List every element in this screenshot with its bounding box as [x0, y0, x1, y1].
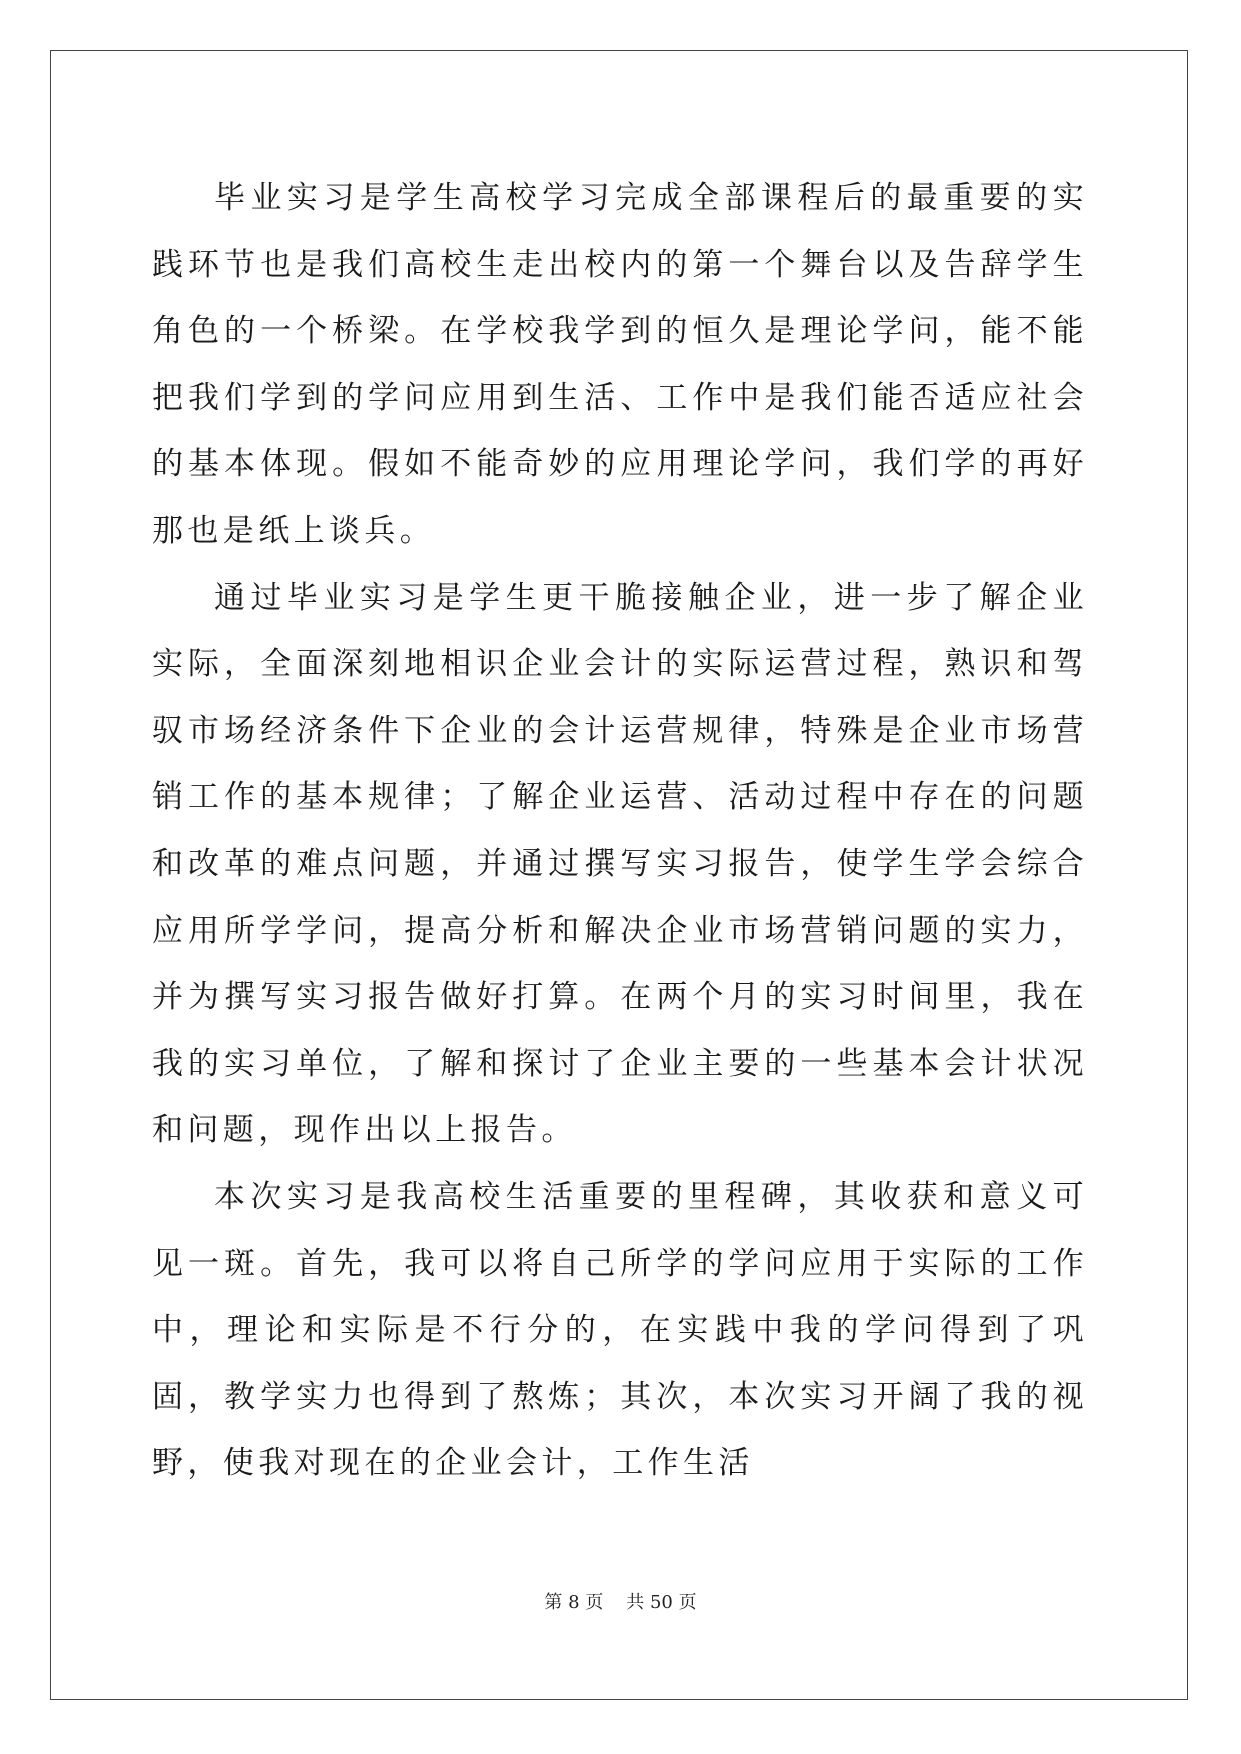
paragraph: 毕业实习是学生高校学习完成全部课程后的最重要的实践环节也是我们高校生走出校内的第一个舞台以及告辞学生角色的一个桥梁。在学校我学到的恒久是理论学问，能不能把我们学到的学问应用到生活、工作中是我们能否适应社会的基本体现。假如不能奇妙的应用理论学问，我们学的再好那也是纸上谈兵。 [152, 180, 1088, 549]
page-total: 共 50 页 [626, 1592, 697, 1613]
paragraph: 通过毕业实习是学生更干脆接触企业，进一步了解企业实际，全面深刻地相识企业会计的实际运营过程，熟识和驾驭市场经济条件下企业的会计运营规律，特殊是企业市场营销工作的基本规律；了解企业运营、活动过程中存在的问题和改革的难点问题，并通过撰写实习报告，使学生学会综合应用所学学问，提高分析和解决企业市场营销问题的实力，并为撰写实习报告做好打算。在两个月的实习时间里，我在我的实习单位，了解和探讨了企业主要的一些基本会计状况和问题，现作出以上报告。 [152, 579, 1088, 1149]
document-body [152, 165, 1088, 1497]
page-number: 第 8 页 [544, 1592, 604, 1613]
paragraph: 本次实习是我高校生活重要的里程碑，其收获和意义可见一斑。首先，我可以将自己所学的学问应用于实际的工作中，理论和实际是不行分的，在实践中我的学问得到了巩固，教学实力也得到了熬炼；其次，本次实习开阔了我的视野，使我对现在的企业会计，工作生活 [152, 1178, 1088, 1482]
page-footer [0, 1588, 1241, 1614]
